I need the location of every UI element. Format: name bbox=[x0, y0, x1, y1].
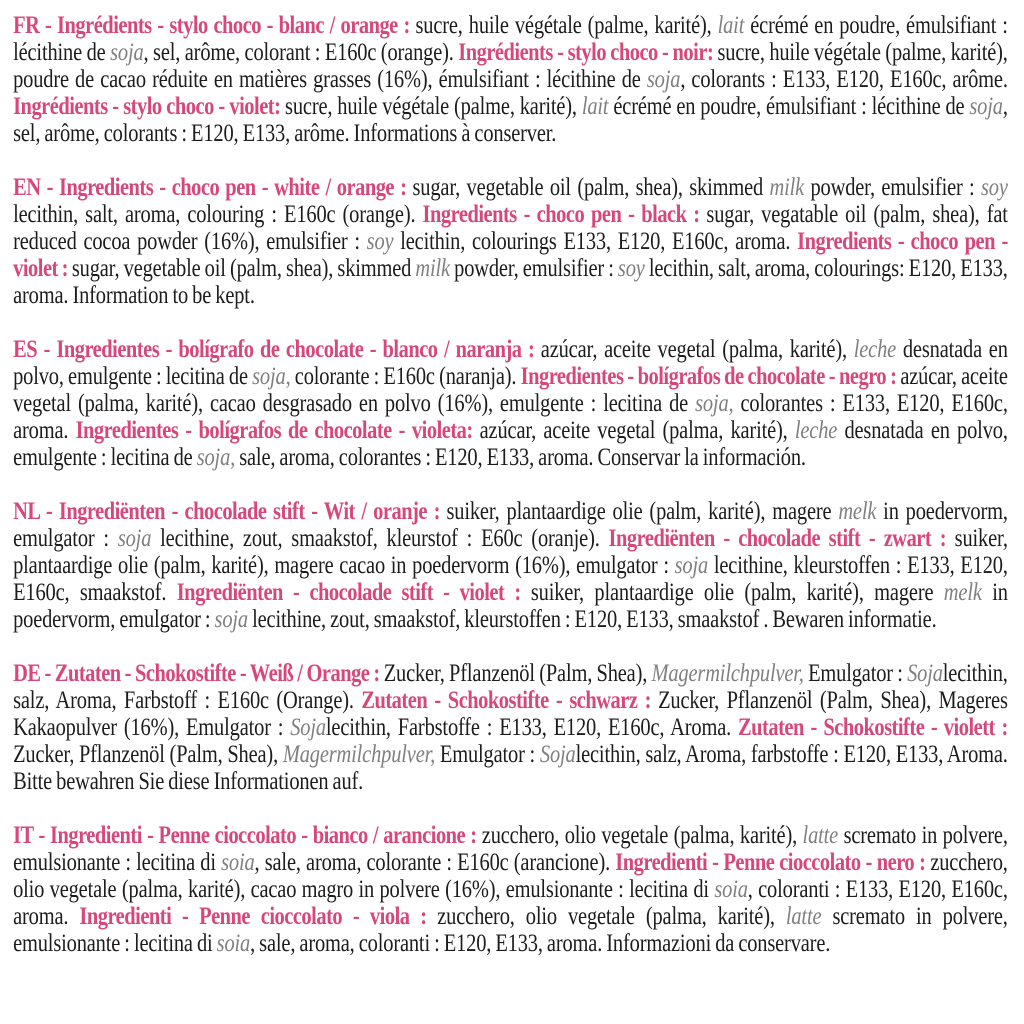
ingredient-section-heading: Ingredients - choco pen - violet : bbox=[13, 228, 1008, 282]
ingredient-text: , sel, arôme, colorant : E160c (orange). bbox=[143, 39, 459, 66]
paragraph-nl bbox=[13, 498, 1008, 633]
ingredient-text: Emulgator : bbox=[803, 660, 908, 687]
allergen-word: milk bbox=[769, 174, 805, 201]
ingredient-text: azúcar, aceite vegetal (palma, karité), bbox=[540, 336, 854, 363]
ingredient-text: , sale, aroma, coloranti : E120, E133, aroma. Informazioni da conservare. bbox=[250, 930, 831, 957]
ingredient-text: Emulgator : bbox=[435, 741, 540, 768]
ingredient-section-heading: Ingredienti - Penne cioccolato - nero : bbox=[615, 849, 931, 876]
allergen-word: Soja bbox=[290, 714, 326, 741]
allergen-word: soja bbox=[110, 39, 144, 66]
ingredient-text: lecithine, kleurstoffen : E133, E120, E160c, smaakstof. bbox=[13, 552, 1008, 606]
ingredient-text: écrémé en poudre, émulsifiant : lécithine de bbox=[608, 93, 970, 120]
ingredient-text: azúcar, aceite vegetal (palma, karité), cacao desgrasado en polvo (16%), emulgente : lecitina de bbox=[13, 363, 1008, 417]
allergen-word: soja bbox=[674, 552, 709, 579]
allergen-word: soy bbox=[980, 174, 1008, 201]
allergen-word: soja, bbox=[196, 444, 236, 471]
ingredient-section-heading: ES - Ingredientes - bolígrafo de chocolate - blanco / naranja : bbox=[13, 336, 541, 363]
allergen-word: soja bbox=[646, 66, 681, 93]
ingredient-section-heading: Ingrediënten - chocolade stift - violet : bbox=[176, 579, 531, 606]
ingredient-text: lecithin, salt, aroma, colouring : E160c (orange). bbox=[13, 201, 423, 228]
ingredient-text: lecithin, salz, Aroma, Farbstoff : E160c (Orange). bbox=[13, 660, 1008, 714]
ingredient-section-heading: Ingredients - choco pen - black : bbox=[422, 201, 707, 228]
ingredient-section-heading: DE - Zutaten - Schokostifte - Weiß / Orange : bbox=[13, 660, 384, 687]
ingredient-section-heading: Ingrediënten - chocolade stift - zwart : bbox=[608, 525, 955, 552]
ingredient-section-heading: Ingredientes - bolígrafos de chocolate - violeta: bbox=[75, 417, 480, 444]
ingredient-text: suiker, plantaardige olie (palm, karité), magere cacao in poedervorm (16%), emulgator : bbox=[13, 525, 1008, 579]
allergen-word: leche bbox=[853, 336, 897, 363]
allergen-word: soja, bbox=[252, 363, 291, 390]
allergen-word: latte bbox=[785, 903, 822, 930]
ingredient-text: powder, emulsifier : bbox=[804, 174, 981, 201]
allergen-word: melk bbox=[943, 579, 982, 606]
ingredient-text: zucchero, olio vegetale (palma, karité), cacao magro in polvere (16%), emulsionante : lecitina di bbox=[13, 849, 1008, 903]
allergen-word: soja bbox=[117, 525, 152, 552]
allergen-word: soia bbox=[221, 849, 255, 876]
allergen-word: Magermilchpulver, bbox=[651, 660, 804, 687]
ingredient-section-heading: Ingredientes - bolígrafos de chocolate - negro : bbox=[520, 363, 901, 390]
ingredient-text: zucchero, olio vegetale (palma, karité), bbox=[481, 822, 803, 849]
ingredient-section-heading: NL - Ingrediënten - chocolade stift - Wit / oranje : bbox=[13, 498, 447, 525]
ingredient-text: sale, aroma, colorantes : E120, E133, aroma. Conservar la información. bbox=[235, 444, 806, 471]
paragraph-fr bbox=[13, 12, 1008, 147]
ingredient-text: scremato in polvere, emulsionante : lecitina di bbox=[13, 822, 1008, 876]
ingredient-text: in poedervorm, emulgator : bbox=[13, 498, 1008, 552]
ingredient-text: lecithin, colourings E133, E120, E160c, aroma. bbox=[393, 228, 798, 255]
allergen-word: soia bbox=[216, 930, 251, 957]
paragraph-en bbox=[13, 174, 1008, 309]
ingredient-text: sucre, huile végétale (palme, karité), bbox=[285, 93, 582, 120]
ingredient-section-heading: Ingredienti - Penne cioccolato - viola : bbox=[79, 903, 438, 930]
ingredient-text: , sale, aroma, colorante : E160c (arancione). bbox=[254, 849, 616, 876]
ingredient-text: lecithin, Farbstoffe : E133, E120, E160c, Aroma. bbox=[325, 714, 738, 741]
allergen-word: soja bbox=[969, 93, 1003, 120]
ingredient-text: desnatada en polvo, emulgente : lecitina de bbox=[13, 417, 1008, 471]
ingredient-section-heading: Ingrédients - stylo choco - violet: bbox=[13, 93, 286, 120]
ingredient-section-heading: Zutaten - Schokostifte - schwarz : bbox=[361, 687, 659, 714]
ingredient-text: lecithin, salz, Aroma, farbstoffe : E120, E133, Aroma. Bitte bewahren Sie diese Informationen auf. bbox=[13, 741, 1008, 795]
ingredient-text: Zucker, Pflanzenöl (Palm, Shea), bbox=[383, 660, 652, 687]
ingredient-section-heading: FR - Ingrédients - stylo choco - blanc / orange : bbox=[13, 12, 416, 39]
ingredient-text: desnatada en polvo, emulgente : lecitina de bbox=[13, 336, 1008, 390]
allergen-word: Magermilchpulver, bbox=[282, 741, 436, 768]
ingredient-text: in poedervorm, emulgator : bbox=[13, 579, 1008, 633]
ingredient-text: lecithine, zout, smaakstof, kleurstof : E60c (oranje). bbox=[151, 525, 609, 552]
ingredient-text: sucre, huile végétale (palme, karité), bbox=[415, 12, 718, 39]
ingredient-section-heading: EN - Ingredients - choco pen - white / orange : bbox=[13, 174, 413, 201]
ingredient-text: suiker, plantaardige olie (palm, karité), magere bbox=[530, 579, 944, 606]
allergen-word: Soja bbox=[907, 660, 943, 687]
ingredient-text: zucchero, olio vegetale (palma, karité), bbox=[437, 903, 786, 930]
allergen-word: milk bbox=[415, 255, 450, 282]
ingredient-text: sugar, vegetable oil (palm, shea), skimmed bbox=[412, 174, 770, 201]
ingredient-section-heading: Zutaten - Schokostifte - violett : bbox=[737, 714, 1008, 741]
allergen-word: soja, bbox=[695, 390, 734, 417]
allergen-word: soy bbox=[617, 255, 645, 282]
allergen-word: Soja bbox=[539, 741, 576, 768]
ingredient-text: lecithine, zout, smaakstof, kleurstoffen : E120, E133, smaakstof . Bewaren informatie. bbox=[247, 606, 937, 633]
ingredient-text: Zucker, Pflanzenöl (Palm, Shea), bbox=[13, 741, 283, 768]
ingredient-text: sugar, vegatable oil (palm, shea), fat reduced cocoa powder (16%), emulsifier : bbox=[13, 201, 1008, 255]
allergen-word: soy bbox=[366, 228, 394, 255]
allergen-word: latte bbox=[802, 822, 839, 849]
ingredient-section-heading: Ingrédients - stylo choco - noir: bbox=[458, 39, 718, 66]
ingredient-text: sugar, vegetable oil (palm, shea), skimmed bbox=[71, 255, 416, 282]
allergen-word: leche bbox=[794, 417, 838, 444]
ingredient-text: powder, emulsifier : bbox=[449, 255, 618, 282]
ingredient-text: lecithin, salt, aroma, colourings: E120, E133, aroma. Information to be kept. bbox=[13, 255, 1008, 309]
allergen-word: lait bbox=[717, 12, 745, 39]
ingredient-text: Zucker, Pflanzenöl (Palm, Shea), Mageres Kakaopulver (16%), Emulgator : bbox=[13, 687, 1008, 741]
ingredient-text: scremato in polvere, emulsionante : lecitina di bbox=[13, 903, 1008, 957]
ingredient-text: , coloranti : E133, E120, E160c, aroma. bbox=[13, 876, 1008, 930]
ingredient-text: colorantes : E133, E120, E160c, aroma. bbox=[13, 390, 1008, 444]
allergen-word: soja bbox=[214, 606, 248, 633]
ingredient-text: sucre, huile végétale (palme, karité), poudre de cacao réduite en matières grasses (16%), émulsifiant : lécithine de bbox=[13, 39, 1008, 93]
ingredient-text: , sel, arôme, colorants : E120, E133, arôme. Informations à conserver. bbox=[13, 93, 1008, 147]
paragraph-es bbox=[13, 336, 1008, 471]
allergen-word: lait bbox=[581, 93, 609, 120]
allergen-word: melk bbox=[838, 498, 877, 525]
paragraph-de bbox=[13, 660, 1008, 795]
ingredient-text: suiker, plantaardige olie (palm, karité), magere bbox=[446, 498, 839, 525]
paragraph-it bbox=[13, 822, 1008, 957]
ingredient-text: colorante : E160c (naranja). bbox=[290, 363, 521, 390]
ingredient-section-heading: IT - Ingredienti - Penne cioccolato - bianco / arancione : bbox=[13, 822, 482, 849]
ingredient-text: azúcar, aceite vegetal (palma, karité), bbox=[479, 417, 795, 444]
ingredient-text: écrémé en poudre, émulsifiant : lécithine de bbox=[13, 12, 1008, 66]
ingredient-text: , colorants : E133, E120, E160c, arôme. bbox=[680, 66, 1008, 93]
allergen-word: soia bbox=[714, 876, 748, 903]
